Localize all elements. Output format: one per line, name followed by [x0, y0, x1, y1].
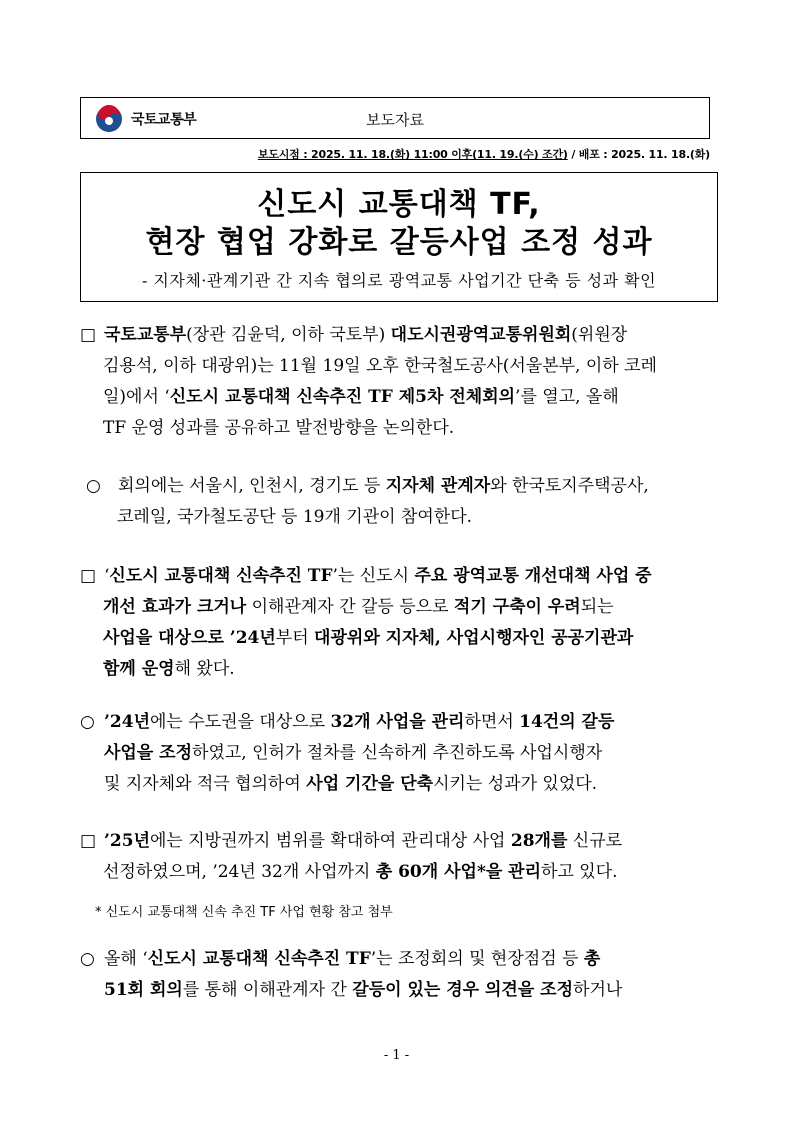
text: ’는 조정회의 및 현장점검 등	[370, 949, 584, 969]
title-box	[80, 172, 718, 302]
text: 일)에서 ‘	[103, 387, 170, 407]
text-bold: ’24년	[223, 628, 276, 648]
distribution-time: 배포 : 2025. 11. 18.(화)	[578, 148, 710, 161]
paragraph-2	[86, 471, 726, 533]
text-bold: 갈등이 있는 경우 의견을 조정	[352, 980, 574, 1000]
circle-bullet: ○	[80, 949, 95, 969]
text: ’를 열고, 올해	[515, 387, 619, 407]
text-bold: 국토교통부	[104, 325, 187, 345]
text: (장관 김윤덕, 이하 국토부)	[186, 325, 391, 345]
text: 에는 수도권을 대상으로	[150, 712, 331, 732]
text: 하거나	[573, 980, 623, 1000]
embargo-line	[0, 146, 710, 162]
text-line	[80, 707, 720, 738]
text-line	[80, 320, 720, 351]
text: 에는 지방권까지 범위를 확대하여 관리대상 사업	[150, 831, 511, 851]
press-release-label: 보도자료	[366, 111, 424, 129]
text-bold: 개선 효과가 크거나	[103, 597, 247, 617]
text-bold: 총	[583, 949, 601, 969]
release-time: 보도시점 : 2025. 11. 18.(화) 11:00 이후(11. 19.(수) 조간)	[257, 148, 568, 161]
paragraph-4	[80, 707, 720, 800]
title-line-1: 신도시 교통대책 TF,	[257, 187, 541, 222]
text: 하면서	[464, 712, 520, 732]
text: 부터	[275, 628, 315, 648]
square-bullet: □	[80, 566, 97, 586]
text-bold: 신도시 교통대책 신속추진 TF 제5차 전체회의	[169, 387, 516, 407]
page-number: - 1 -	[383, 1048, 410, 1063]
paragraph-1	[80, 320, 720, 444]
text: 시키는 성과가 있었다.	[433, 774, 598, 794]
circle-bullet: ○	[86, 476, 101, 496]
circle-bullet: ○	[80, 712, 95, 732]
text: ‘	[104, 566, 110, 586]
text: ’는 신도시	[332, 566, 415, 586]
text: 신규로	[567, 831, 623, 851]
text-bold: 지자체 관계자	[385, 476, 491, 496]
text-bold: 28개를	[510, 831, 568, 851]
text: 와 한국토지주택공사,	[490, 476, 649, 496]
square-bullet: □	[80, 831, 97, 851]
text-bold: 총 60개 사업*을 관리	[375, 862, 542, 882]
text-bold: 함께 운영	[103, 659, 175, 679]
subtitle: - 지자체·관계기관 간 지속 협의로 광역교통 사업기간 단축 등 성과 확인	[141, 271, 657, 290]
text-bold: 51회 회의	[104, 980, 183, 1000]
text-bold: 주요 광역교통 개선대책 사업 중	[414, 566, 652, 586]
text-line	[80, 944, 720, 975]
text-line	[80, 769, 720, 800]
paragraph-5	[80, 826, 720, 888]
text-bold: 신도시 교통대책 신속추진 TF	[147, 949, 371, 969]
text-bold: 사업 기간을 단축	[306, 774, 434, 794]
text-bold: 사업을 대상으로	[103, 628, 224, 648]
text-bold: 14건의 갈등	[519, 712, 615, 732]
text-line	[80, 382, 720, 413]
text: (위원장	[571, 325, 628, 345]
text-line: 코레일, 국가철도공단 등 19개 기관이 참여한다.	[117, 507, 473, 527]
text-bold: 32개 사업을 관리	[330, 712, 465, 732]
text-bold: 적기 구축이 우려	[453, 597, 581, 617]
text: 되는	[580, 597, 614, 617]
embargo-separator: /	[567, 148, 579, 161]
ministry-name: 국토교통부	[131, 112, 197, 128]
text-line	[80, 654, 720, 685]
text: 선정하였으며, ’24년 32개 사업까지	[103, 862, 376, 882]
title-line-2: 현장 협업 강화로 갈등사업 조정 성과	[145, 225, 653, 260]
text-bold: 신도시 교통대책 신속추진 TF	[109, 566, 333, 586]
text-line	[80, 826, 720, 857]
text: 하고 있다.	[541, 862, 618, 882]
footnote: * 신도시 교통대책 신속 추진 TF 사업 현황 참고 첨부	[95, 905, 393, 920]
text: 하였고, 인허가 절차를 신속하게 추진하도록 사업시행자	[192, 743, 603, 763]
text-bold: 사업을 조정	[104, 743, 193, 763]
text-line	[86, 471, 726, 502]
square-bullet: □	[80, 325, 97, 345]
text: 회의에는 서울시, 인천시, 경기도 등	[118, 476, 386, 496]
text-line: TF 운영 성과를 공유하고 발전방향을 논의한다.	[103, 418, 455, 438]
text-bold: ’24년	[104, 712, 150, 732]
text-line	[80, 975, 720, 1006]
press-header-box	[80, 97, 710, 139]
text: 및 지자체와 적극 협의하여	[104, 774, 307, 794]
text: 올해 ‘	[104, 949, 148, 969]
paragraph-3	[80, 561, 720, 685]
text-line	[80, 623, 720, 654]
text: 해 왔다.	[174, 659, 235, 679]
text-bold: 대광위와 지자체, 사업시행자인 공공기관과	[314, 628, 634, 648]
paragraph-6	[80, 944, 720, 1006]
text-bold: ’25년	[104, 831, 150, 851]
text-line	[80, 592, 720, 623]
text-line	[80, 561, 720, 592]
text-bold: 대도시권광역교통위원회	[390, 325, 572, 345]
text-line: 김용석, 이하 대광위)는 11월 19일 오후 한국철도공사(서울본부, 이하 코레	[103, 356, 657, 376]
text: 이해관계자 간 갈등 등으로	[246, 597, 454, 617]
text-line	[80, 857, 720, 888]
text-line	[80, 738, 720, 769]
text: 를 통해 이해관계자 간	[182, 980, 353, 1000]
